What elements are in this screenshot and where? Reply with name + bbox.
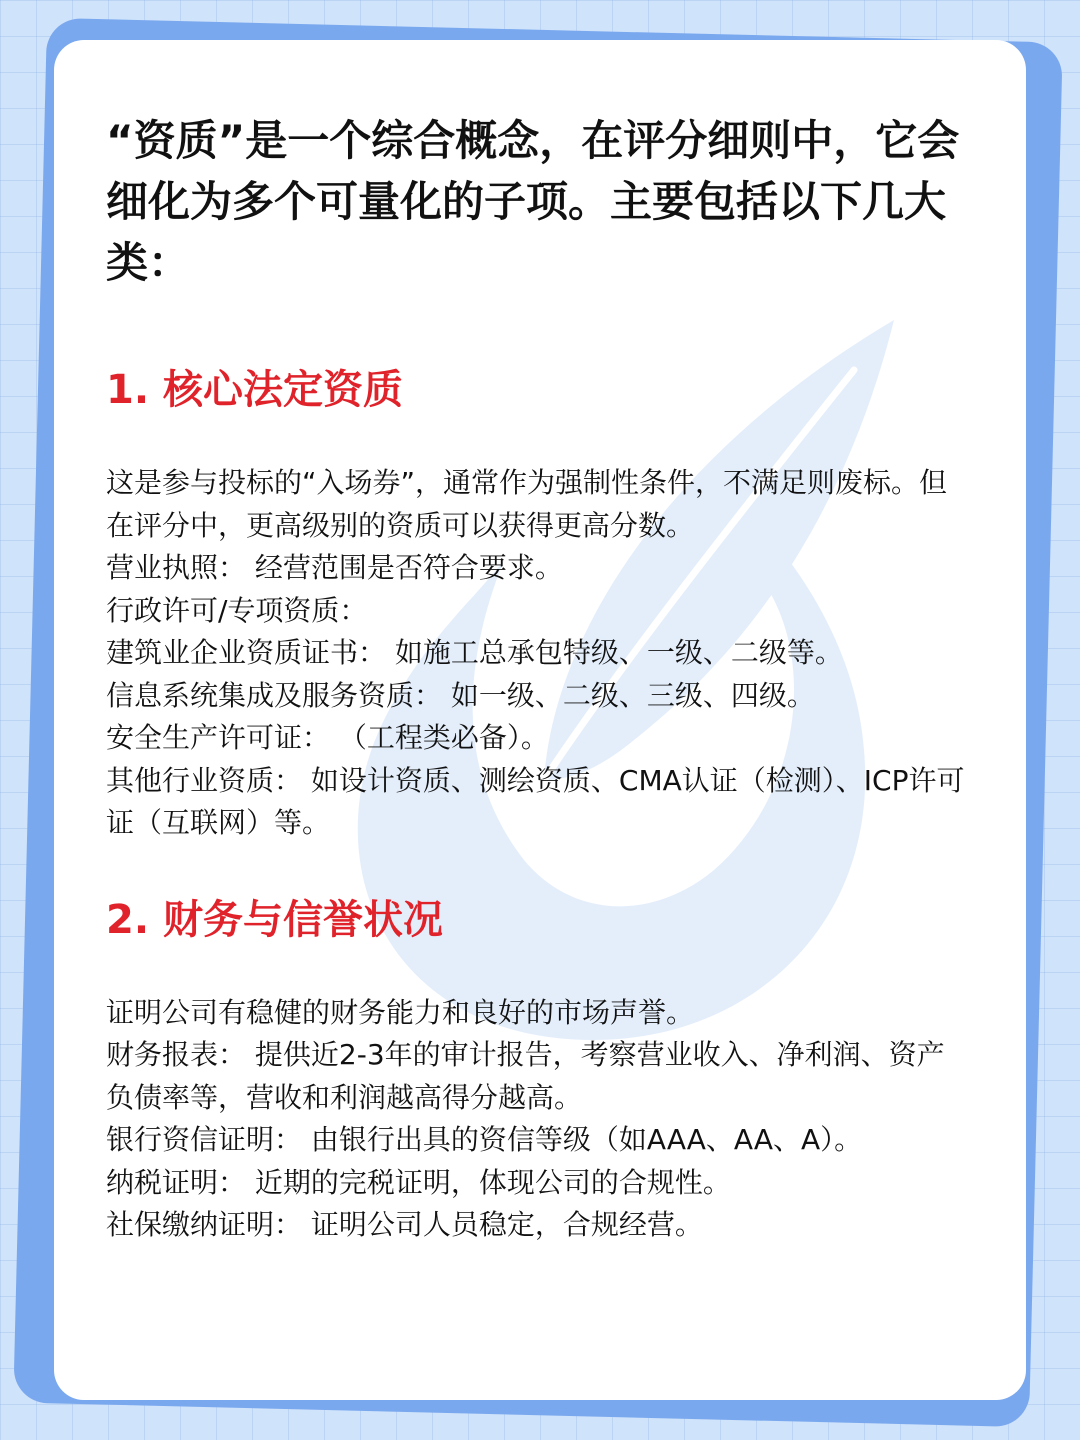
section2-line: 银行资信证明： 由银行出具的资信等级（如AAA、AA、A）。	[106, 1123, 863, 1156]
section-body-legal-qualifications	[106, 462, 966, 845]
section2-line: 证明公司有稳健的财务能力和良好的市场声誉。	[106, 995, 695, 1029]
section1-line: 信息系统集成及服务资质： 如一级、二级、三级、四级。	[106, 678, 815, 712]
section1-line: 建筑业企业资质证书： 如施工总承包特级、一级、二级等。	[106, 636, 843, 669]
content-card	[54, 40, 1026, 1400]
section-title-legal-qualifications: 1. 核心法定资质	[106, 367, 403, 413]
section2-line: 社保缴纳证明： 证明公司人员稳定，合规经营。	[106, 1208, 703, 1241]
section-title-finance-credit: 2. 财务与信誉状况	[106, 896, 443, 943]
section2-line: 纳税证明： 近期的完税证明，体现公司的合规性。	[106, 1165, 731, 1199]
section1-line: 其他行业资质： 如设计资质、测绘资质、CMA认证（检测）、ICP许可证（互联网）等。	[106, 763, 965, 839]
intro-paragraph: “资质”是一个综合概念，在评分细则中，它会细化为多个可量化的子项。主要包括以下几大类：	[106, 116, 960, 287]
section1-line: 行政许可/专项资质：	[106, 593, 368, 627]
section1-line: 营业执照： 经营范围是否符合要求。	[106, 551, 563, 584]
section1-line: 安全生产许可证： （工程类必备）。	[106, 721, 549, 754]
section2-line: 财务报表： 提供近2-3年的审计报告，考察营业收入、净利润、资产负债率等，营收和利润越高得分越高。	[106, 1038, 945, 1114]
section-body-finance-credit	[106, 992, 966, 1247]
main-content	[106, 110, 966, 1247]
section1-line: 这是参与投标的“入场券”，通常作为强制性条件，不满足则废标。但在评分中，更高级别的资质可以获得更高分数。	[106, 466, 948, 542]
